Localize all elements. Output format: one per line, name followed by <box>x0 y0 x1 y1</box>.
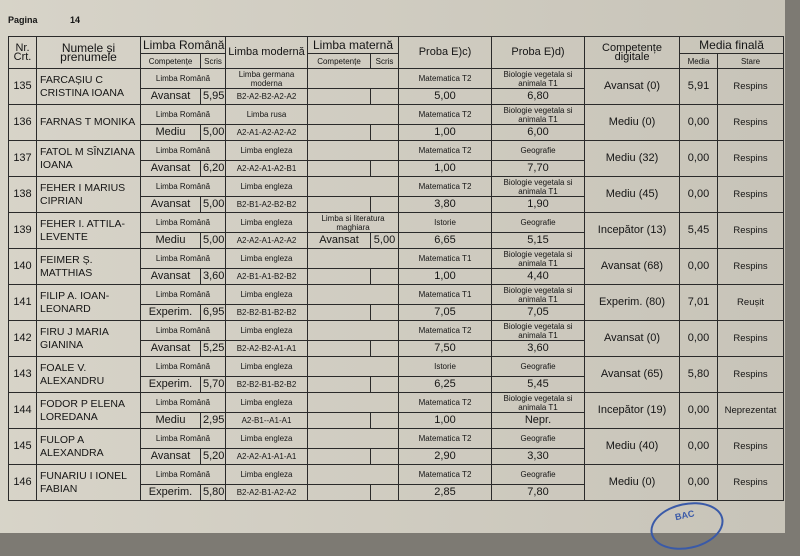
limba-materna-name: Limba si literatura maghiara <box>308 213 399 233</box>
row-number: 139 <box>9 213 37 249</box>
limba-materna-scris <box>371 449 399 465</box>
limba-romana-scris: 5,25 <box>201 341 226 357</box>
limba-romana-subject: Limba Română <box>141 285 226 305</box>
proba-ed-subject: Geografie <box>492 141 585 161</box>
proba-ec-subject: Matematica T1 <box>399 249 492 269</box>
limba-romana-scris: 5,00 <box>201 233 226 249</box>
media-finala: 0,00 <box>680 321 718 357</box>
proba-ec-subject: Matematica T2 <box>399 177 492 197</box>
proba-ed-subject: Biologie vegetala si animala T1 <box>492 69 585 89</box>
proba-ed-grade: 7,80 <box>492 485 585 501</box>
student-name: FODOR P ELENA LOREDANA <box>37 393 141 429</box>
limba-romana-subject: Limba Română <box>141 321 226 341</box>
limba-moderna-name: Limba engleza <box>226 285 308 305</box>
header-name: Numele și prenumele <box>37 37 141 69</box>
limba-romana-subject: Limba Română <box>141 105 226 125</box>
header-lro-competente: Competențe <box>141 54 201 69</box>
header-limba-moderna: Limba modernă <box>226 37 308 69</box>
media-finala: 0,00 <box>680 141 718 177</box>
limba-materna-name <box>308 465 399 485</box>
media-finala: 5,91 <box>680 69 718 105</box>
student-name: FEHER I. ATTILA-LEVENTE <box>37 213 141 249</box>
limba-romana-scris: 5,95 <box>201 89 226 105</box>
limba-materna-scris <box>371 89 399 105</box>
limba-romana-competente: Avansat <box>141 449 201 465</box>
row-number: 136 <box>9 105 37 141</box>
table-row <box>9 69 784 89</box>
proba-ec-subject: Matematica T2 <box>399 105 492 125</box>
limba-moderna-levels: B2-B2-B1-B2-B2 <box>226 377 308 393</box>
table-row <box>9 321 784 341</box>
proba-ec-subject: Matematica T2 <box>399 393 492 413</box>
proba-ec-grade: 2,85 <box>399 485 492 501</box>
limba-moderna-name: Limba engleza <box>226 177 308 197</box>
proba-ec-subject: Matematica T1 <box>399 285 492 305</box>
limba-moderna-name: Limba engleza <box>226 465 308 485</box>
limba-romana-competente: Mediu <box>141 125 201 141</box>
stare: Respins <box>718 105 784 141</box>
stare: Respins <box>718 177 784 213</box>
row-number: 135 <box>9 69 37 105</box>
proba-ec-grade: 6,65 <box>399 233 492 249</box>
limba-romana-scris: 3,60 <box>201 269 226 285</box>
header-row-1 <box>9 37 784 54</box>
table-row <box>9 105 784 125</box>
limba-moderna-name: Limba rusa <box>226 105 308 125</box>
row-number: 138 <box>9 177 37 213</box>
page-label: Pagina <box>8 15 38 25</box>
competente-digitale: Avansat (68) <box>585 249 680 285</box>
stare: Respins <box>718 141 784 177</box>
proba-ec-subject: Matematica T2 <box>399 69 492 89</box>
proba-ed-subject: Biologie vegetala si animala T1 <box>492 393 585 413</box>
limba-moderna-name: Limba engleza <box>226 321 308 341</box>
limba-materna-competente <box>308 377 371 393</box>
stare: Neprezentat <box>718 393 784 429</box>
student-name: FIRU J MARIA GIANINA <box>37 321 141 357</box>
stare: Respins <box>718 69 784 105</box>
proba-ed-grade: 5,15 <box>492 233 585 249</box>
limba-romana-competente: Mediu <box>141 233 201 249</box>
limba-romana-subject: Limba Română <box>141 393 226 413</box>
limba-moderna-name: Limba engleza <box>226 213 308 233</box>
header-nr: Nr. Crt. <box>9 37 37 69</box>
row-number: 144 <box>9 393 37 429</box>
competente-digitale: Mediu (40) <box>585 429 680 465</box>
limba-materna-scris <box>371 341 399 357</box>
stare: Respins <box>718 213 784 249</box>
competente-digitale: Avansat (65) <box>585 357 680 393</box>
limba-romana-subject: Limba Română <box>141 177 226 197</box>
limba-materna-scris <box>371 413 399 429</box>
proba-ec-grade: 1,00 <box>399 413 492 429</box>
limba-romana-competente: Experim. <box>141 305 201 321</box>
proba-ed-grade: 4,40 <box>492 269 585 285</box>
limba-romana-subject: Limba Română <box>141 357 226 377</box>
proba-ed-subject: Geografie <box>492 429 585 449</box>
limba-materna-name <box>308 105 399 125</box>
proba-ed-subject: Geografie <box>492 213 585 233</box>
competente-digitale: Avansat (0) <box>585 321 680 357</box>
proba-ec-subject: Matematica T2 <box>399 141 492 161</box>
limba-materna-competente <box>308 89 371 105</box>
proba-ec-grade: 1,00 <box>399 161 492 177</box>
limba-materna-scris <box>371 125 399 141</box>
proba-ed-subject: Biologie vegetala si animala T1 <box>492 321 585 341</box>
media-finala: 0,00 <box>680 429 718 465</box>
limba-moderna-name: Limba engleza <box>226 249 308 269</box>
limba-materna-competente <box>308 161 371 177</box>
media-finala: 0,00 <box>680 249 718 285</box>
limba-moderna-levels: A2-B1--A1-A1 <box>226 413 308 429</box>
stare: Respins <box>718 249 784 285</box>
media-finala: 0,00 <box>680 465 718 501</box>
page-header <box>8 15 80 25</box>
proba-ec-grade: 6,25 <box>399 377 492 393</box>
header-lmat-scris: Scris <box>371 54 399 69</box>
header-proba-ed: Proba E)d) <box>492 37 585 69</box>
proba-ed-subject: Biologie vegetala si animala T1 <box>492 285 585 305</box>
limba-romana-scris: 5,20 <box>201 449 226 465</box>
proba-ed-grade: 6,00 <box>492 125 585 141</box>
limba-romana-subject: Limba Română <box>141 249 226 269</box>
limba-materna-scris <box>371 161 399 177</box>
media-finala: 5,80 <box>680 357 718 393</box>
limba-materna-competente <box>308 197 371 213</box>
limba-moderna-name: Limba engleza <box>226 141 308 161</box>
table-row <box>9 393 784 413</box>
header-limba-romana: Limba Română <box>141 37 226 54</box>
competente-digitale: Experim. (80) <box>585 285 680 321</box>
competente-digitale: Incepător (19) <box>585 393 680 429</box>
stare: Respins <box>718 357 784 393</box>
student-name: FOALE V. ALEXANDRU <box>37 357 141 393</box>
row-number: 146 <box>9 465 37 501</box>
limba-materna-scris <box>371 377 399 393</box>
limba-romana-subject: Limba Română <box>141 141 226 161</box>
proba-ed-grade: 1,90 <box>492 197 585 213</box>
proba-ec-subject: Istorie <box>399 357 492 377</box>
stare: Reușit <box>718 285 784 321</box>
limba-moderna-levels: B2-A2-B1-A2-A2 <box>226 485 308 501</box>
page-number: 14 <box>70 15 81 25</box>
table-row <box>9 141 784 161</box>
limba-romana-competente: Avansat <box>141 341 201 357</box>
limba-materna-competente <box>308 485 371 501</box>
limba-materna-competente <box>308 305 371 321</box>
student-name: FEHER I MARIUS CIPRIAN <box>37 177 141 213</box>
limba-romana-competente: Avansat <box>141 161 201 177</box>
limba-materna-name <box>308 429 399 449</box>
limba-materna-scris: 5,00 <box>371 233 399 249</box>
media-finala: 0,00 <box>680 393 718 429</box>
header-limba-materna: Limba maternă <box>308 37 399 54</box>
media-finala: 0,00 <box>680 105 718 141</box>
limba-materna-scris <box>371 485 399 501</box>
proba-ed-grade: Nepr. <box>492 413 585 429</box>
proba-ec-grade: 3,80 <box>399 197 492 213</box>
limba-romana-competente: Experim. <box>141 485 201 501</box>
proba-ed-subject: Biologie vegetala si animala T1 <box>492 177 585 197</box>
limba-materna-scris <box>371 197 399 213</box>
limba-materna-competente <box>308 125 371 141</box>
limba-moderna-levels: A2-A2-A1-A1-A1 <box>226 449 308 465</box>
limba-materna-scris <box>371 269 399 285</box>
student-name: FARNAS T MONIKA <box>37 105 141 141</box>
limba-romana-scris: 2,95 <box>201 413 226 429</box>
header-competente-digitale: Competențe digitale <box>585 37 680 69</box>
limba-romana-scris: 5,70 <box>201 377 226 393</box>
proba-ed-grade: 3,30 <box>492 449 585 465</box>
student-name: FEIMER Ș. MATTHIAS <box>37 249 141 285</box>
limba-romana-competente: Avansat <box>141 269 201 285</box>
proba-ed-subject: Biologie vegetala si animala T1 <box>492 249 585 269</box>
limba-romana-subject: Limba Română <box>141 465 226 485</box>
proba-ec-grade: 1,00 <box>399 125 492 141</box>
student-name: FATOL M SÎNZIANA IOANA <box>37 141 141 177</box>
limba-romana-subject: Limba Română <box>141 69 226 89</box>
limba-materna-name <box>308 141 399 161</box>
limba-moderna-levels: B2-B1-A2-B2-B2 <box>226 197 308 213</box>
stare: Respins <box>718 429 784 465</box>
row-number: 140 <box>9 249 37 285</box>
table-row <box>9 249 784 269</box>
limba-moderna-levels: B2-B2-B1-B2-B2 <box>226 305 308 321</box>
limba-romana-scris: 5,00 <box>201 197 226 213</box>
proba-ec-grade: 7,50 <box>399 341 492 357</box>
stare: Respins <box>718 321 784 357</box>
limba-materna-name <box>308 69 399 89</box>
limba-moderna-name: Limba engleza <box>226 429 308 449</box>
proba-ec-subject: Matematica T2 <box>399 321 492 341</box>
header-media-finala: Media finală <box>680 37 784 54</box>
limba-moderna-levels: A2-A2-A1-A2-A2 <box>226 233 308 249</box>
header-proba-ec: Proba E)c) <box>399 37 492 69</box>
row-number: 145 <box>9 429 37 465</box>
limba-moderna-name: Limba engleza <box>226 393 308 413</box>
table-row <box>9 429 784 449</box>
row-number: 137 <box>9 141 37 177</box>
limba-romana-scris: 6,20 <box>201 161 226 177</box>
row-number: 141 <box>9 285 37 321</box>
proba-ed-grade: 7,70 <box>492 161 585 177</box>
limba-moderna-levels: A2-A2-A1-A2-B1 <box>226 161 308 177</box>
limba-romana-competente: Mediu <box>141 413 201 429</box>
proba-ed-grade: 6,80 <box>492 89 585 105</box>
limba-romana-competente: Avansat <box>141 197 201 213</box>
limba-romana-competente: Avansat <box>141 89 201 105</box>
proba-ec-subject: Matematica T2 <box>399 429 492 449</box>
table-row <box>9 213 784 233</box>
stamp-label: BAC <box>674 508 696 523</box>
proba-ec-grade: 7,05 <box>399 305 492 321</box>
proba-ec-grade: 1,00 <box>399 269 492 285</box>
stare: Respins <box>718 465 784 501</box>
limba-materna-competente: Avansat <box>308 233 371 249</box>
table-row <box>9 177 784 197</box>
limba-materna-competente <box>308 341 371 357</box>
student-name: FUNARIU I IONEL FABIAN <box>37 465 141 501</box>
table-row <box>9 465 784 485</box>
limba-romana-scris: 5,00 <box>201 125 226 141</box>
table-row <box>9 357 784 377</box>
header-stare: Stare <box>718 54 784 69</box>
results-table <box>8 36 784 501</box>
limba-materna-name <box>308 393 399 413</box>
row-number: 143 <box>9 357 37 393</box>
limba-materna-name <box>308 249 399 269</box>
media-finala: 5,45 <box>680 213 718 249</box>
proba-ec-subject: Istorie <box>399 213 492 233</box>
limba-materna-competente <box>308 449 371 465</box>
media-finala: 7,01 <box>680 285 718 321</box>
limba-moderna-levels: B2-A2-B2-A1-A1 <box>226 341 308 357</box>
limba-moderna-levels: A2-A1-A2-A2-A2 <box>226 125 308 141</box>
proba-ed-grade: 7,05 <box>492 305 585 321</box>
proba-ed-subject: Biologie vegetala si animala T1 <box>492 105 585 125</box>
student-name: FILIP A. IOAN-LEONARD <box>37 285 141 321</box>
limba-romana-subject: Limba Română <box>141 213 226 233</box>
limba-materna-name <box>308 321 399 341</box>
limba-romana-scris: 5,80 <box>201 485 226 501</box>
limba-romana-competente: Experim. <box>141 377 201 393</box>
competente-digitale: Avansat (0) <box>585 69 680 105</box>
header-media: Media <box>680 54 718 69</box>
limba-materna-competente <box>308 413 371 429</box>
limba-romana-scris: 6,95 <box>201 305 226 321</box>
media-finala: 0,00 <box>680 177 718 213</box>
limba-moderna-name: Limba engleza <box>226 357 308 377</box>
limba-materna-name <box>308 357 399 377</box>
header-lro-scris: Scris <box>201 54 226 69</box>
proba-ec-grade: 2,90 <box>399 449 492 465</box>
competente-digitale: Mediu (0) <box>585 465 680 501</box>
student-name: FARCAȘIU C CRISTINA IOANA <box>37 69 141 105</box>
limba-materna-name <box>308 285 399 305</box>
proba-ec-subject: Matematica T2 <box>399 465 492 485</box>
competente-digitale: Incepător (13) <box>585 213 680 249</box>
limba-moderna-levels: B2-A2-B2-A2-A2 <box>226 89 308 105</box>
student-name: FULOP A ALEXANDRA <box>37 429 141 465</box>
table-row <box>9 285 784 305</box>
limba-materna-name <box>308 177 399 197</box>
row-number: 142 <box>9 321 37 357</box>
competente-digitale: Mediu (45) <box>585 177 680 213</box>
proba-ed-grade: 5,45 <box>492 377 585 393</box>
competente-digitale: Mediu (32) <box>585 141 680 177</box>
proba-ed-subject: Geografie <box>492 357 585 377</box>
limba-moderna-levels: A2-B1-A1-B2-B2 <box>226 269 308 285</box>
limba-materna-scris <box>371 305 399 321</box>
proba-ed-grade: 3,60 <box>492 341 585 357</box>
limba-moderna-name: Limba germana moderna <box>226 69 308 89</box>
competente-digitale: Mediu (0) <box>585 105 680 141</box>
proba-ec-grade: 5,00 <box>399 89 492 105</box>
proba-ed-subject: Geografie <box>492 465 585 485</box>
limba-materna-competente <box>308 269 371 285</box>
header-lmat-competente: Competențe <box>308 54 371 69</box>
limba-romana-subject: Limba Română <box>141 429 226 449</box>
